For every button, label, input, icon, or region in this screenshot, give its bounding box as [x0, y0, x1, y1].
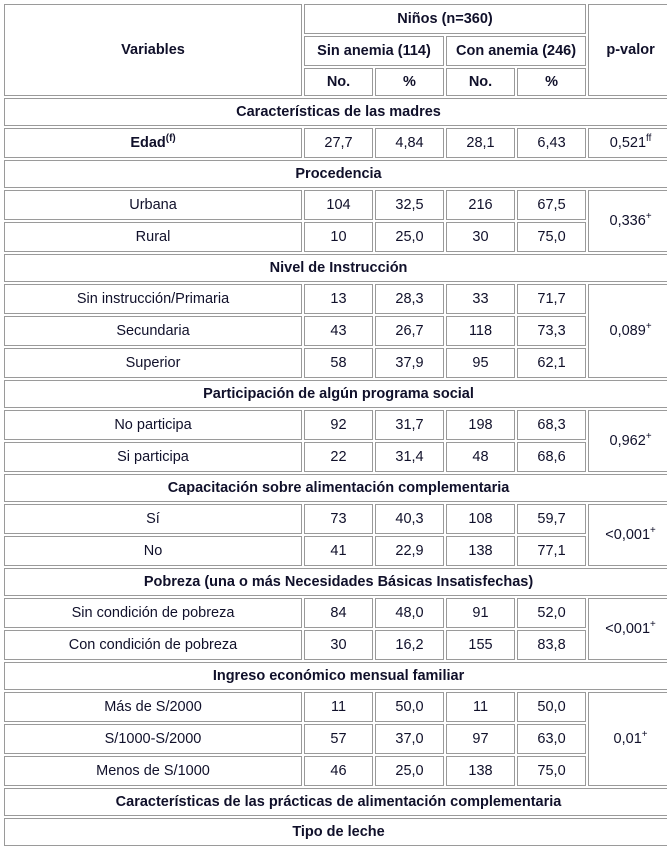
row-label [4, 222, 302, 252]
table-row [4, 442, 667, 472]
cell-no-sin-anemia: 73 [304, 504, 373, 534]
cell-pct-sin-anemia: 31,4 [375, 442, 444, 472]
row-label [4, 756, 302, 786]
p-value-text: 0,01 [613, 730, 642, 747]
header-p-valor: p-valor [588, 4, 667, 96]
cell-p-value [588, 692, 667, 786]
cell-pct-con-anemia: 75,0 [517, 756, 586, 786]
cell-no-sin-anemia: 11 [304, 692, 373, 722]
cell-no-sin-anemia: 84 [304, 598, 373, 628]
cell-no-sin-anemia: 22 [304, 442, 373, 472]
cell-pct-sin-anemia: 16,2 [375, 630, 444, 660]
table-row [4, 128, 667, 158]
row-label-text: Si participa [117, 448, 189, 465]
cell-no-con-anemia: 28,1 [446, 128, 515, 158]
row-label-text: Sí [146, 510, 160, 527]
cell-no-sin-anemia: 58 [304, 348, 373, 378]
row-label-text: Sin instrucción/Primaria [76, 290, 230, 307]
table-row [4, 316, 667, 346]
cell-pct-con-anemia: 6,43 [517, 128, 586, 158]
cell-p-value [588, 598, 667, 660]
section-title: Características de las prácticas de alimentación complementaria [4, 788, 667, 816]
row-label [4, 536, 302, 566]
header-group-ninos: Niños (n=360) [304, 4, 586, 34]
p-value-superscript: ff [646, 132, 652, 144]
section-header-row [4, 474, 667, 502]
cell-p-value [588, 190, 667, 252]
cell-pct-sin-anemia: 37,0 [375, 724, 444, 754]
cell-pct-sin-anemia: 32,5 [375, 190, 444, 220]
cell-no-con-anemia: 155 [446, 630, 515, 660]
section-title: Capacitación sobre alimentación complementaria [4, 474, 667, 502]
section-header-row [4, 380, 667, 408]
row-label [4, 504, 302, 534]
cell-pct-sin-anemia: 48,0 [375, 598, 444, 628]
cell-no-con-anemia: 48 [446, 442, 515, 472]
header-pct-con-anemia: % [517, 68, 586, 96]
cell-pct-con-anemia: 71,7 [517, 284, 586, 314]
section-title: Procedencia [4, 160, 667, 188]
section-header-row [4, 98, 667, 126]
section-title: Ingreso económico mensual familiar [4, 662, 667, 690]
row-label [4, 598, 302, 628]
table-row [4, 756, 667, 786]
section-header-row [4, 662, 667, 690]
section-header-row [4, 568, 667, 596]
section-title: Nivel de Instrucción [4, 254, 667, 282]
row-label-text: No participa [114, 416, 192, 433]
section-header-row [4, 160, 667, 188]
cell-no-sin-anemia: 92 [304, 410, 373, 440]
row-label [4, 348, 302, 378]
cell-pct-con-anemia: 52,0 [517, 598, 586, 628]
row-label [4, 410, 302, 440]
p-value-superscript: + [641, 728, 648, 740]
header-sin-anemia: Sin anemia (114) [304, 36, 444, 66]
row-label-text: Menos de S/1000 [96, 762, 210, 779]
row-label-text: Con condición de pobreza [68, 636, 238, 653]
cell-no-sin-anemia: 10 [304, 222, 373, 252]
table-row [4, 630, 667, 660]
cell-no-sin-anemia: 41 [304, 536, 373, 566]
row-label [4, 128, 302, 158]
section-header-row [4, 788, 667, 816]
table-row [4, 504, 667, 534]
row-label-superscript: (f) [165, 132, 176, 144]
p-value-text: 0,962 [609, 432, 646, 449]
cell-no-con-anemia: 33 [446, 284, 515, 314]
cell-pct-con-anemia: 75,0 [517, 222, 586, 252]
cell-pct-con-anemia: 67,5 [517, 190, 586, 220]
cell-pct-con-anemia: 68,3 [517, 410, 586, 440]
cell-p-value [588, 504, 667, 566]
header-no-con-anemia: No. [446, 68, 515, 96]
table-row [4, 284, 667, 314]
cell-p-value [588, 284, 667, 378]
cell-pct-con-anemia: 63,0 [517, 724, 586, 754]
row-label-text: Edad [130, 134, 166, 151]
section-title: Tipo de leche [4, 818, 667, 846]
cell-no-sin-anemia: 46 [304, 756, 373, 786]
row-label-text: Superior [125, 354, 181, 371]
cell-pct-con-anemia: 50,0 [517, 692, 586, 722]
section-header-row [4, 818, 667, 846]
row-label-text: Urbana [129, 196, 177, 213]
cell-no-sin-anemia: 27,7 [304, 128, 373, 158]
cell-no-con-anemia: 138 [446, 536, 515, 566]
cell-no-con-anemia: 118 [446, 316, 515, 346]
cell-pct-sin-anemia: 37,9 [375, 348, 444, 378]
p-value-superscript: + [645, 210, 652, 222]
section-header-row [4, 254, 667, 282]
p-value-text: <0,001 [605, 620, 651, 637]
p-value-superscript: + [650, 618, 656, 630]
cell-pct-con-anemia: 62,1 [517, 348, 586, 378]
row-label [4, 724, 302, 754]
cell-pct-con-anemia: 77,1 [517, 536, 586, 566]
row-label [4, 190, 302, 220]
cell-no-con-anemia: 138 [446, 756, 515, 786]
section-title: Pobreza (una o más Necesidades Básicas Insatisfechas) [4, 568, 667, 596]
cell-pct-sin-anemia: 28,3 [375, 284, 444, 314]
cell-pct-sin-anemia: 26,7 [375, 316, 444, 346]
section-title: Participación de algún programa social [4, 380, 667, 408]
header-no-sin-anemia: No. [304, 68, 373, 96]
cell-pct-sin-anemia: 40,3 [375, 504, 444, 534]
cell-pct-sin-anemia: 4,84 [375, 128, 444, 158]
anemia-statistics-table [2, 2, 667, 848]
cell-pct-con-anemia: 83,8 [517, 630, 586, 660]
table-row [4, 190, 667, 220]
row-label [4, 630, 302, 660]
table-header-row-1 [4, 4, 667, 34]
row-label [4, 316, 302, 346]
p-value-text: <0,001 [605, 526, 651, 543]
cell-no-con-anemia: 30 [446, 222, 515, 252]
cell-no-con-anemia: 198 [446, 410, 515, 440]
cell-p-value [588, 128, 667, 158]
cell-no-con-anemia: 97 [446, 724, 515, 754]
header-con-anemia: Con anemia (246) [446, 36, 586, 66]
cell-pct-sin-anemia: 50,0 [375, 692, 444, 722]
row-label [4, 692, 302, 722]
header-pct-sin-anemia: % [375, 68, 444, 96]
cell-no-con-anemia: 91 [446, 598, 515, 628]
cell-no-con-anemia: 11 [446, 692, 515, 722]
table-row [4, 222, 667, 252]
cell-no-con-anemia: 216 [446, 190, 515, 220]
row-label-text: Más de S/2000 [104, 698, 202, 715]
table-row [4, 536, 667, 566]
row-label [4, 442, 302, 472]
section-title: Características de las madres [4, 98, 667, 126]
table-row [4, 724, 667, 754]
cell-pct-sin-anemia: 25,0 [375, 222, 444, 252]
row-label-text: No [143, 542, 163, 559]
cell-no-sin-anemia: 30 [304, 630, 373, 660]
cell-no-con-anemia: 95 [446, 348, 515, 378]
cell-pct-con-anemia: 73,3 [517, 316, 586, 346]
cell-pct-con-anemia: 68,6 [517, 442, 586, 472]
table-row [4, 348, 667, 378]
row-label-text: S/1000-S/2000 [104, 730, 202, 747]
row-label [4, 284, 302, 314]
cell-p-value [588, 410, 667, 472]
cell-pct-sin-anemia: 25,0 [375, 756, 444, 786]
table-row [4, 410, 667, 440]
row-label-text: Secundaria [116, 322, 190, 339]
p-value-superscript: + [645, 430, 652, 442]
p-value-text: 0,336 [609, 212, 646, 229]
cell-pct-con-anemia: 59,7 [517, 504, 586, 534]
table-row [4, 692, 667, 722]
p-value-superscript: + [650, 524, 656, 536]
cell-no-sin-anemia: 104 [304, 190, 373, 220]
cell-pct-sin-anemia: 22,9 [375, 536, 444, 566]
header-variables: Variables [4, 4, 302, 96]
cell-no-sin-anemia: 43 [304, 316, 373, 346]
table-row [4, 598, 667, 628]
cell-no-con-anemia: 108 [446, 504, 515, 534]
cell-no-sin-anemia: 13 [304, 284, 373, 314]
cell-no-sin-anemia: 57 [304, 724, 373, 754]
p-value-superscript: + [645, 320, 652, 332]
row-label-text: Rural [135, 228, 171, 245]
row-label-text: Sin condición de pobreza [71, 604, 235, 621]
cell-pct-sin-anemia: 31,7 [375, 410, 444, 440]
p-value-text: 0,521 [609, 134, 647, 151]
p-value-text: 0,089 [609, 322, 646, 339]
